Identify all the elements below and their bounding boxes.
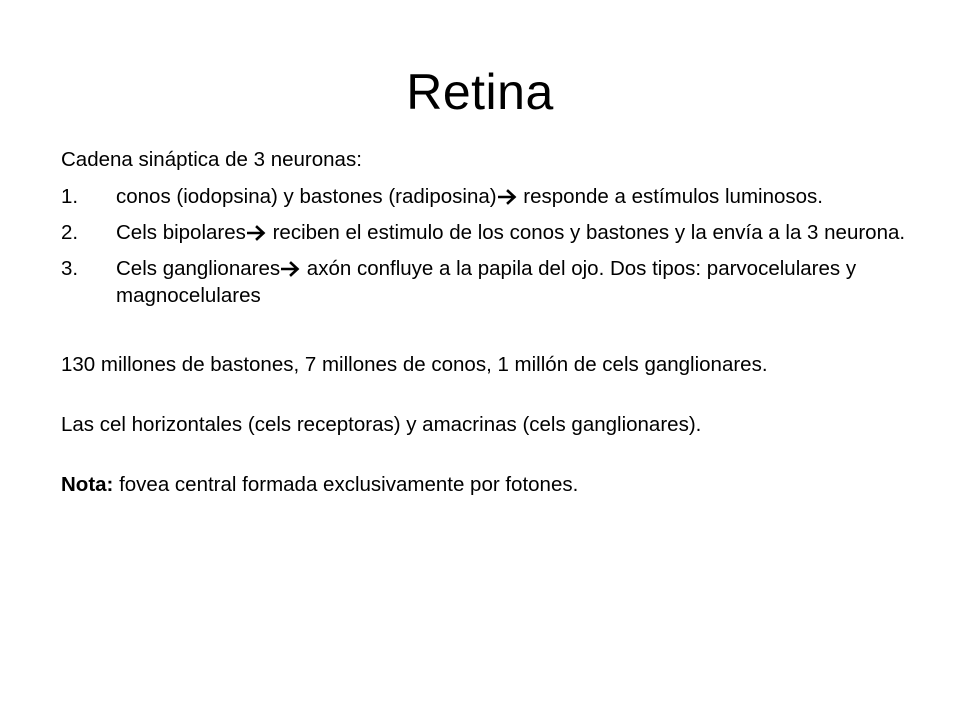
slide-body bbox=[61, 146, 911, 498]
list-item-lead: Cels ganglionares bbox=[116, 257, 281, 280]
note-label: Nota: bbox=[61, 473, 114, 496]
list-item-lead: Cels bipolares bbox=[116, 221, 246, 244]
list-item-rest: responde a estímulos luminosos. bbox=[517, 185, 823, 208]
slide-title: Retina bbox=[406, 64, 554, 120]
intro-text: Cadena sináptica de 3 neuronas: bbox=[61, 148, 362, 171]
counts-paragraph: 130 millones de bastones, 7 millones de conos, 1 millón de cels ganglionares. bbox=[61, 353, 768, 376]
list-item bbox=[61, 255, 911, 309]
list-item-number: 1. bbox=[61, 185, 79, 208]
list-item-rest: reciben el estimulo de los conos y bastones y la envía a la 3 neurona. bbox=[266, 221, 906, 244]
right-arrow-icon bbox=[247, 224, 267, 242]
list-item-lead: conos (iodopsina) y bastones (radiposina) bbox=[116, 185, 497, 208]
right-arrow-icon bbox=[281, 260, 301, 278]
cells-paragraph: Las cel horizontales (cels receptoras) y amacrinas (cels ganglionares). bbox=[61, 413, 702, 436]
list-item bbox=[61, 183, 911, 210]
list-item-number: 3. bbox=[61, 257, 79, 280]
list-item-number: 2. bbox=[61, 221, 79, 244]
right-arrow-icon bbox=[498, 188, 518, 206]
spacer bbox=[61, 438, 911, 471]
note-text: fovea central formada exclusivamente por fotones. bbox=[113, 473, 579, 496]
spacer bbox=[61, 378, 911, 411]
list-item-rest: axón confluye a la papila del ojo. Dos tipos: parvocelulares y magnocelulares bbox=[116, 257, 857, 307]
spacer bbox=[61, 318, 911, 351]
numbered-list bbox=[61, 183, 911, 309]
note-paragraph bbox=[61, 471, 911, 498]
list-item bbox=[61, 219, 911, 246]
